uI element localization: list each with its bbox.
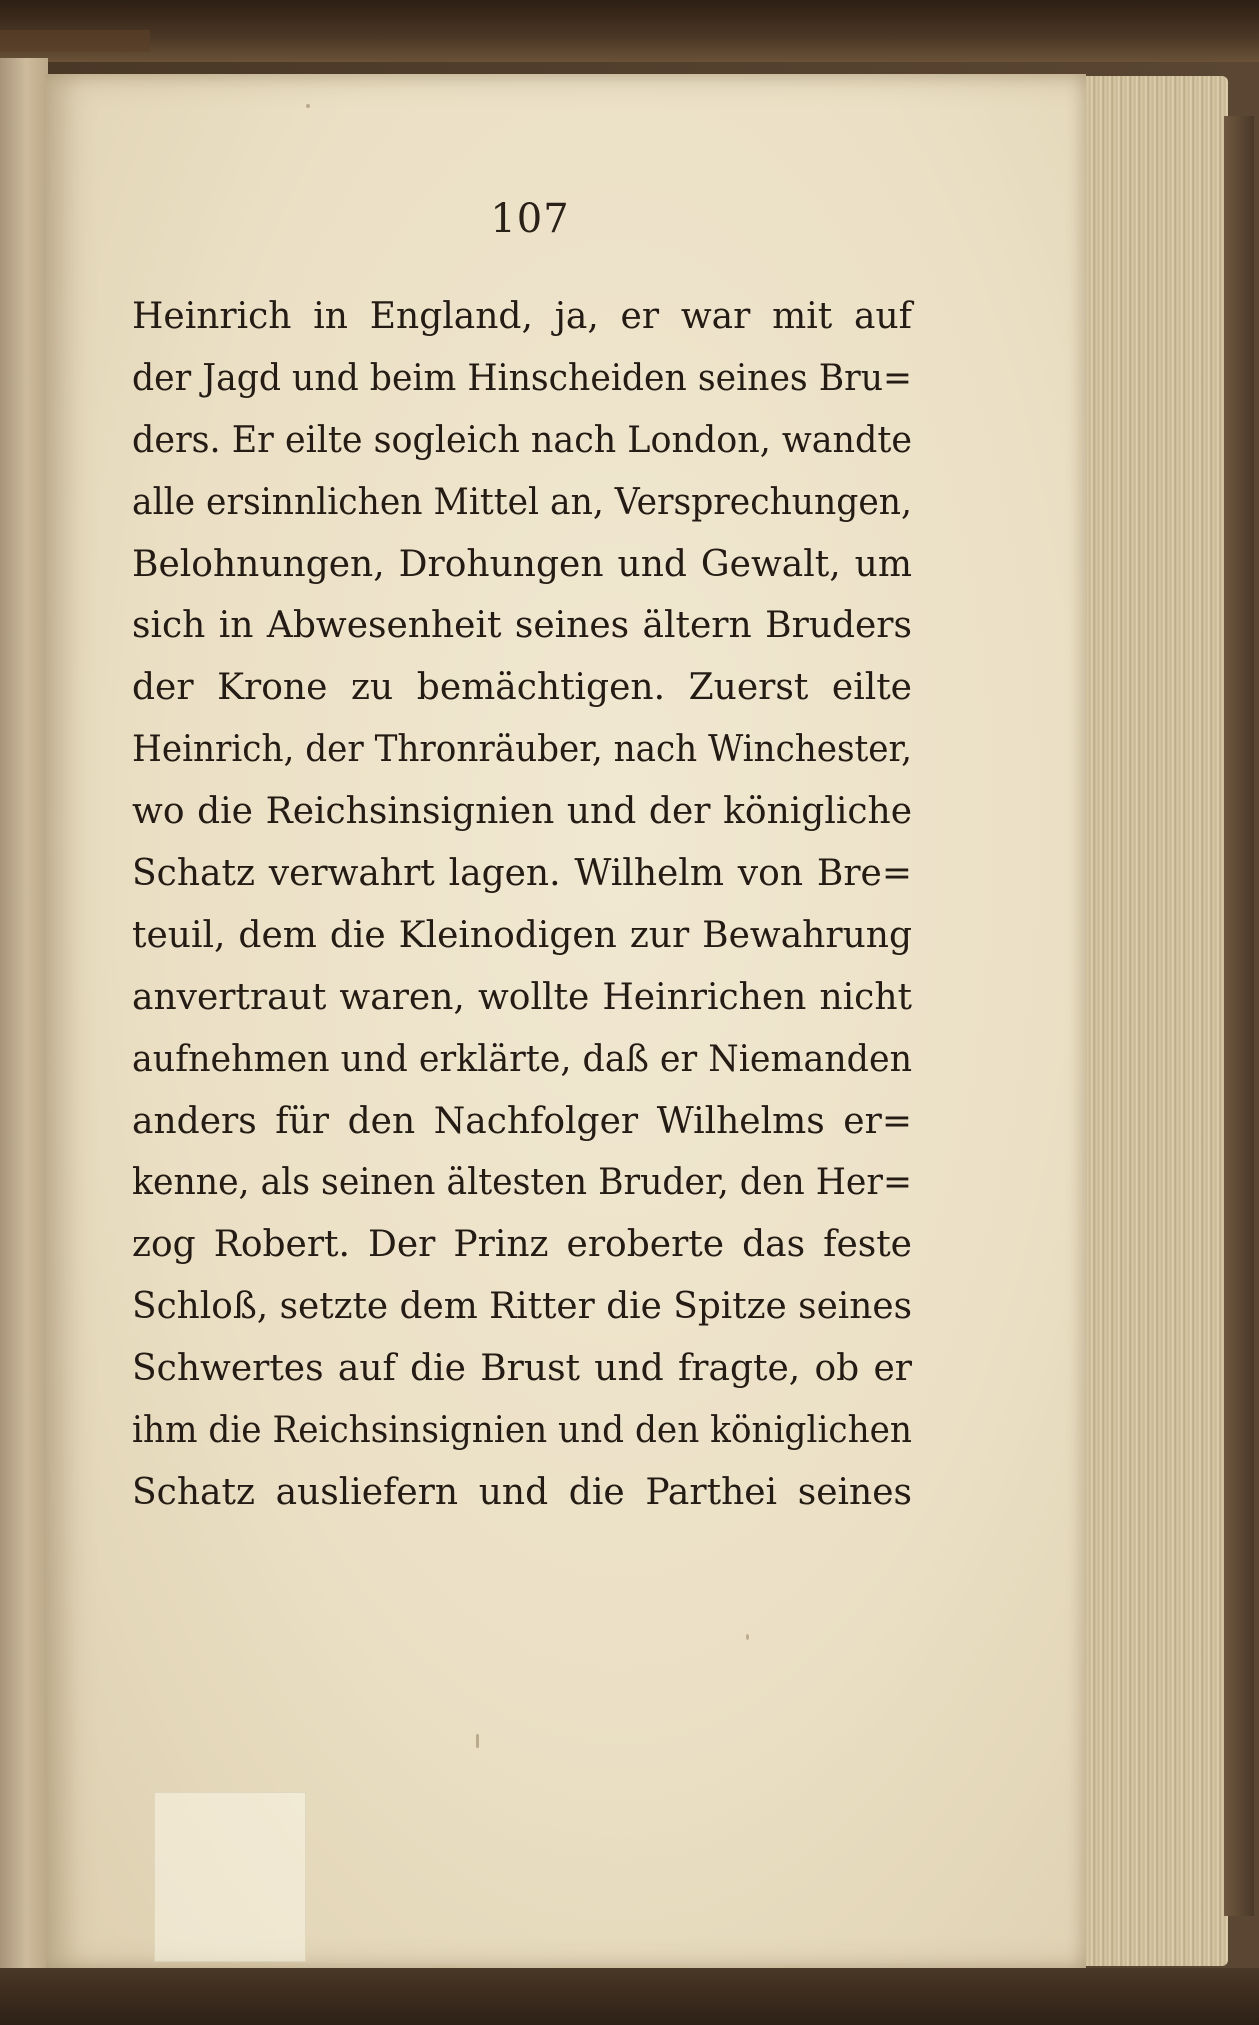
left-page-gutter	[0, 58, 48, 1978]
text-line: der Krone zu bemächtigen. Zuerst eilte	[132, 667, 912, 709]
text-line: zog Robert. Der Prinz eroberte das feste	[132, 1224, 912, 1266]
text-line: Schloß, setzte dem Ritter die Spitze seines	[132, 1286, 912, 1328]
text-line: wo die Reichsinsignien und der königliche	[132, 791, 912, 833]
text-line: der Jagd und beim Hinscheiden seines Bru=	[132, 357, 912, 399]
book-binding-top	[0, 0, 1259, 62]
text-line: teuil, dem die Kleinodigen zur Bewahrung	[132, 914, 912, 956]
text-line: Heinrich in England, ja, er war mit auf	[132, 296, 912, 337]
text-line: ihm die Reichsinsignien und den königlichen	[132, 1410, 912, 1452]
text-line: kenne, als seinen ältesten Bruder, den Her=	[132, 1162, 912, 1204]
text-line: aufnehmen und erklärte, daß er Niemanden	[132, 1038, 912, 1080]
page-edges-stack	[1078, 76, 1228, 1966]
text-line: ders. Er eilte sogleich nach London, wandte	[132, 419, 912, 461]
text-line: anvertraut waren, wollte Heinrichen nicht	[132, 976, 912, 1018]
text-line: Heinrich, der Thronräuber, nach Winchester,	[132, 729, 912, 771]
paper-stain	[154, 1792, 306, 1962]
text-line: alle ersinnlichen Mittel an, Versprechungen,	[132, 481, 912, 523]
text-line: Schatz verwahrt lagen. Wilhelm von Bre=	[132, 853, 912, 895]
text-line: Schwertes auf die Brust und fragte, ob er	[132, 1348, 912, 1390]
body-text	[132, 286, 912, 1524]
text-line: anders für den Nachfolger Wilhelms er=	[132, 1100, 912, 1142]
text-line: Belohnungen, Drohungen und Gewalt, um	[132, 543, 912, 585]
paper-speck	[746, 1634, 749, 1640]
page-number: 107	[490, 196, 570, 242]
paper-speck	[306, 104, 310, 108]
text-line: sich in Abwesenheit seines ältern Bruders	[132, 605, 912, 647]
book-page	[46, 74, 1086, 1970]
book-binding-bottom	[0, 1968, 1259, 2025]
paper-speck	[476, 1734, 479, 1748]
text-line: Schatz ausliefern und die Parthei seines	[132, 1471, 912, 1513]
